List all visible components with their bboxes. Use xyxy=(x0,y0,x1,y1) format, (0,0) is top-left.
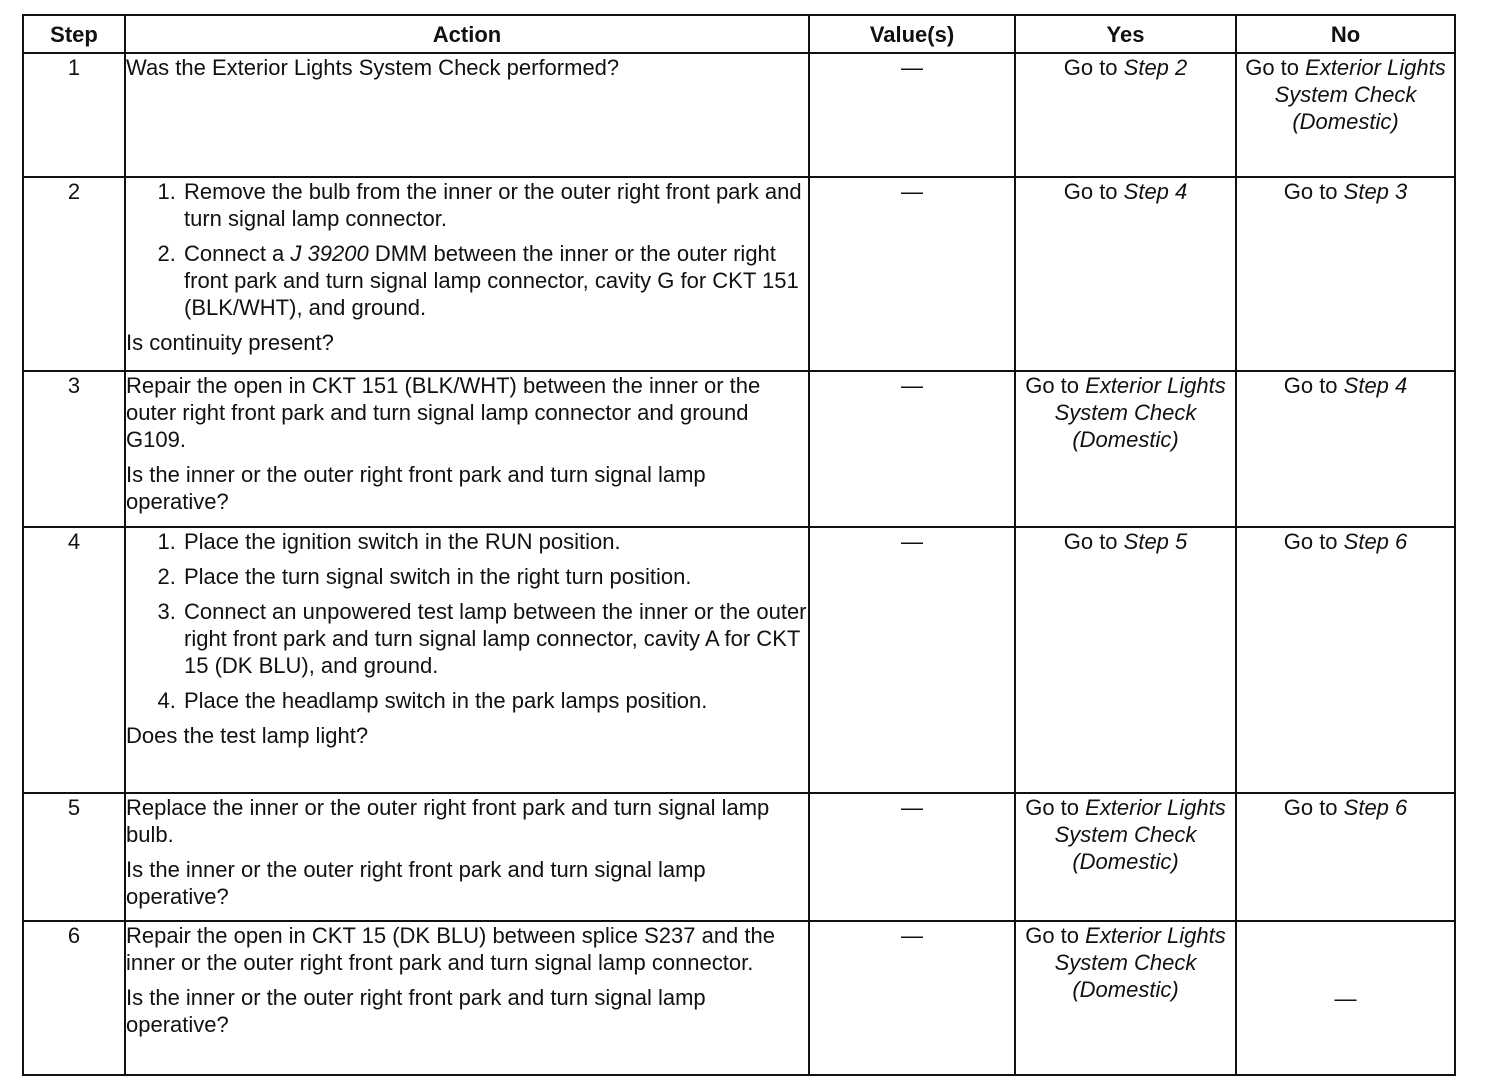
table-row xyxy=(23,527,1455,793)
no-cell xyxy=(1236,371,1455,527)
goto-prefix: Go to xyxy=(1063,179,1124,204)
value-cell: — xyxy=(809,527,1015,793)
goto-target: Step 2 xyxy=(1123,55,1188,80)
action-text: Is the inner or the outer right front park and turn signal lamp operative? xyxy=(126,462,706,514)
header-no: No xyxy=(1236,15,1455,53)
no-applicable-dash: — xyxy=(1334,985,1357,1011)
step-number: 3 xyxy=(23,371,125,527)
step-number: 2 xyxy=(23,177,125,371)
goto-target: Step 4 xyxy=(1343,373,1408,398)
action-text: Repair the open in CKT 151 (BLK/WHT) between the inner or the outer right front park and turn signal lamp connector and ground G109. xyxy=(126,373,761,452)
header-step: Step xyxy=(23,15,125,53)
goto-prefix: Go to xyxy=(1025,795,1086,820)
header-values: Value(s) xyxy=(809,15,1015,53)
substep-text: DMM between the inner or the outer right front park and turn signal lamp connector, cavity G for CKT 151 (BLK/WHT), and ground. xyxy=(184,241,799,320)
substep-list xyxy=(126,528,808,714)
header-action: Action xyxy=(125,15,809,53)
action-cell xyxy=(125,527,809,793)
action-text: Was the Exterior Lights System Check performed? xyxy=(126,55,620,80)
goto-target: Step 5 xyxy=(1123,529,1188,554)
action-cell xyxy=(125,371,809,527)
substep-item: 3. Connect an unpowered test lamp between the inner or the outer right front park and turn signal lamp connector, cavity A for CKT 15 (DK BLU), and ground. xyxy=(182,598,808,679)
goto-prefix: Go to xyxy=(1283,795,1344,820)
value-cell: — xyxy=(809,53,1015,177)
goto-target: Step 3 xyxy=(1343,179,1408,204)
yes-cell xyxy=(1015,527,1236,793)
value-cell: — xyxy=(809,921,1015,1075)
yes-cell xyxy=(1015,793,1236,921)
goto-target: Exterior Lights System Check (Domestic) xyxy=(1274,55,1446,134)
goto-prefix: Go to xyxy=(1025,923,1086,948)
no-cell xyxy=(1236,177,1455,371)
substep-item: 1. Place the ignition switch in the RUN position. xyxy=(182,528,808,555)
goto-target: Exterior Lights System Check (Domestic) xyxy=(1054,923,1226,1002)
step-number: 1 xyxy=(23,53,125,177)
goto-target: Exterior Lights System Check (Domestic) xyxy=(1054,795,1226,874)
yes-cell xyxy=(1015,53,1236,177)
header-row xyxy=(23,15,1455,53)
header-yes: Yes xyxy=(1015,15,1236,53)
substep-item: 2. Place the turn signal switch in the right turn position. xyxy=(182,563,808,590)
goto-prefix: Go to xyxy=(1283,373,1344,398)
action-text: Is continuity present? xyxy=(126,330,334,355)
substep-item xyxy=(182,240,808,321)
goto-prefix: Go to xyxy=(1063,529,1124,554)
goto-prefix: Go to xyxy=(1025,373,1086,398)
table-row xyxy=(23,793,1455,921)
tool-number: J 39200 xyxy=(290,241,369,266)
yes-cell xyxy=(1015,371,1236,527)
action-text: Is the inner or the outer right front park and turn signal lamp operative? xyxy=(126,857,706,909)
action-cell xyxy=(125,793,809,921)
action-cell xyxy=(125,921,809,1075)
action-text: Repair the open in CKT 15 (DK BLU) between splice S237 and the inner or the outer right front park and turn signal lamp connector. xyxy=(126,923,775,975)
value-cell: — xyxy=(809,371,1015,527)
action-cell xyxy=(125,177,809,371)
action-text: Is the inner or the outer right front park and turn signal lamp operative? xyxy=(126,985,706,1037)
goto-prefix: Go to xyxy=(1063,55,1124,80)
goto-target: Exterior Lights System Check (Domestic) xyxy=(1054,373,1226,452)
no-cell xyxy=(1236,527,1455,793)
action-text: Replace the inner or the outer right front park and turn signal lamp bulb. xyxy=(126,795,770,847)
goto-prefix: Go to xyxy=(1283,179,1344,204)
value-cell: — xyxy=(809,177,1015,371)
substep-item: 1. Remove the bulb from the inner or the outer right front park and turn signal lamp connector. xyxy=(182,178,808,232)
table-row xyxy=(23,53,1455,177)
goto-prefix: Go to xyxy=(1245,55,1306,80)
goto-target: Step 6 xyxy=(1343,795,1408,820)
diagnostic-table xyxy=(22,14,1456,1076)
step-number: 5 xyxy=(23,793,125,921)
goto-target: Step 4 xyxy=(1123,179,1188,204)
goto-target: Step 6 xyxy=(1343,529,1408,554)
substep-list xyxy=(126,178,808,321)
value-cell: — xyxy=(809,793,1015,921)
table-row xyxy=(23,177,1455,371)
step-number: 4 xyxy=(23,527,125,793)
yes-cell xyxy=(1015,921,1236,1075)
no-cell xyxy=(1236,53,1455,177)
action-text: Does the test lamp light? xyxy=(126,723,369,748)
goto-prefix: Go to xyxy=(1283,529,1344,554)
action-cell xyxy=(125,53,809,177)
table-body xyxy=(23,53,1455,1075)
step-number: 6 xyxy=(23,921,125,1075)
table-row xyxy=(23,921,1455,1075)
no-cell xyxy=(1236,793,1455,921)
substep-text: Connect a xyxy=(184,241,291,266)
no-cell xyxy=(1236,921,1455,1075)
substep-item: 4. Place the headlamp switch in the park lamps position. xyxy=(182,687,808,714)
yes-cell xyxy=(1015,177,1236,371)
table-row xyxy=(23,371,1455,527)
